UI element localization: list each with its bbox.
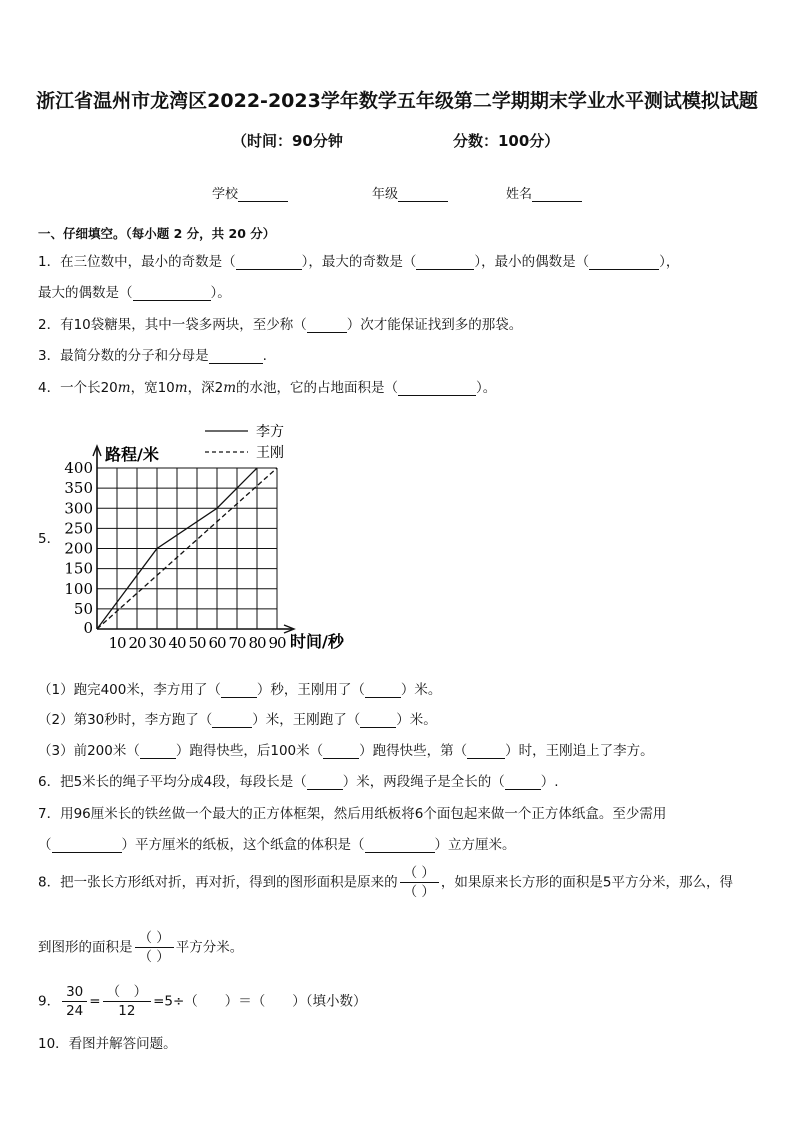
answer-blank[interactable]: [140, 744, 176, 759]
question-7-line1: 7．用96厘米长的铁丝做一个最大的正方体框架，然后用纸板将6个面包起来做一个正方体纸盒。至少需用: [38, 806, 667, 822]
legend-wanggang: 王刚: [256, 445, 284, 461]
grade-field[interactable]: 年级: [372, 183, 448, 202]
answer-blank[interactable]: [307, 775, 343, 790]
answer-blank[interactable]: [416, 255, 474, 270]
legend-lifang: 李方: [256, 424, 284, 440]
school-field[interactable]: 学校: [212, 183, 288, 202]
answer-blank[interactable]: [398, 381, 476, 396]
answer-blank[interactable]: [360, 713, 396, 728]
y-axis-label: 路程/米: [105, 445, 159, 464]
question-6: 6．把5米长的绳子平均分成4段，每段长是（ ）米，两段绳子是全长的（ ）.: [38, 774, 559, 790]
x-tick-label: 50: [188, 634, 206, 652]
answer-blank[interactable]: [589, 255, 659, 270]
answer-blank[interactable]: [52, 838, 122, 853]
question-3: 3．最简分数的分子和分母是 .: [38, 348, 267, 364]
question-2: 2．有10袋糖果，其中一袋多两块，至少称（ ）次才能保证找到多的那袋。: [38, 317, 523, 333]
question-7-line2: （ ）平方厘米的纸板，这个纸盒的体积是（ ）立方厘米。: [38, 837, 516, 853]
exam-title: 浙江省温州市龙湾区2022-2023学年数学五年级第二学期期末学业水平测试模拟试题: [36, 90, 758, 112]
fraction-blank[interactable]: $\frac{( )}{( )}$: [135, 929, 174, 966]
y-tick-label: 200: [64, 539, 93, 558]
answer-blank[interactable]: [365, 838, 435, 853]
answer-blank[interactable]: [307, 318, 347, 333]
fraction-30-24: $\frac{30}{24}$: [62, 983, 87, 1020]
x-tick-label: 10: [108, 634, 126, 652]
y-tick-label: 350: [64, 479, 93, 498]
y-tick-label: 50: [73, 599, 93, 618]
question-8-line1: 8．把一张长方形纸对折，再对折，得到的图形面积是原来的 $\frac{( )}{( )}$ ，如果原来长方形的面积是5平方分米，那么，得: [38, 865, 733, 900]
x-tick-label: 70: [228, 634, 246, 652]
name-field[interactable]: 姓名: [506, 183, 582, 202]
x-tick-label: 40: [168, 634, 186, 652]
question-5-sub2: （2）第30秒时，李方跑了（ ）米，王刚跑了（ ）米。: [38, 712, 437, 728]
question-9: 9． $\frac{30}{24}$ = $\frac{( )}{12}$ =5÷（ ）＝（ ）（填小数）: [38, 984, 367, 1019]
y-tick-label: 100: [64, 579, 93, 598]
x-tick-label: 80: [248, 634, 266, 652]
question-1-line2: 最大的偶数是（ ）。: [38, 285, 231, 301]
y-tick-label: 300: [64, 499, 93, 518]
y-tick-label: 250: [64, 519, 93, 538]
answer-blank[interactable]: [236, 255, 302, 270]
distance-time-chart: [60, 418, 360, 658]
answer-blank[interactable]: [365, 683, 401, 698]
question-8-line2: 到图形的面积是 $\frac{( )}{( )}$ 平方分米。: [38, 930, 244, 965]
x-tick-label: 20: [128, 634, 146, 652]
answer-blank[interactable]: [505, 775, 541, 790]
x-tick-label: 60: [208, 634, 226, 652]
answer-blank[interactable]: [467, 744, 505, 759]
x-tick-label: 90: [268, 634, 286, 652]
fraction-blank[interactable]: $\frac{( )}{( )}$: [400, 864, 439, 901]
x-tick-label: 30: [148, 634, 166, 652]
question-4: 4．一个长20m，宽10m，深2m的水池，它的占地面积是（ ）。: [38, 380, 497, 396]
answer-blank[interactable]: [209, 349, 263, 364]
fraction-blank[interactable]: $\frac{( )}{12}$: [103, 983, 152, 1020]
x-axis-label: 时间/秒: [290, 632, 344, 651]
question-5-sub3: （3）前200米（ ）跑得快些，后100米（ ）跑得快些，第（ ）时，王刚追上了李方。: [38, 743, 654, 759]
y-tick-label: 150: [64, 559, 93, 578]
answer-blank[interactable]: [133, 286, 211, 301]
origin-label: 0: [83, 619, 93, 637]
y-tick-label: 400: [64, 459, 93, 477]
exam-time: （时间：90分钟: [232, 132, 343, 150]
exam-score: 分数：100分）: [453, 132, 560, 150]
question-5-sub1: （1）跑完400米，李方用了（ ）秒，王刚用了（ ）米。: [38, 682, 442, 698]
answer-blank[interactable]: [323, 744, 359, 759]
question-1-line1: 1．在三位数中，最小的奇数是（ ），最大的奇数是（ ），最小的偶数是（ ），: [38, 254, 680, 270]
section-heading: 一、仔细填空。（每小题 2 分，共 20 分）: [38, 226, 276, 241]
answer-blank[interactable]: [212, 713, 252, 728]
answer-blank[interactable]: [221, 683, 257, 698]
question-10: 10．看图并解答问题。: [38, 1036, 177, 1052]
question-5-label: 5．: [38, 531, 61, 547]
